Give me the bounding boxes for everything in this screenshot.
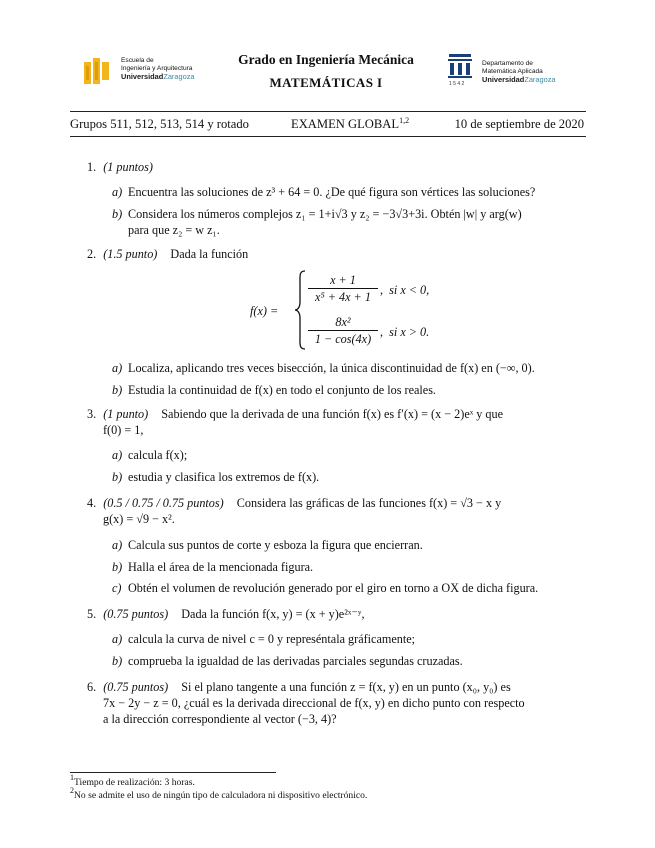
q2-item-b: b) Estudia la continuidad de f(x) en todo el conjunto de los reales. <box>112 383 436 397</box>
fraction-1: $\frac{x + 1}{\text{x⁵ + 4x + 1}}$ <box>308 272 378 305</box>
footnote-2: $^2$No se admite el uso de ningún tipo de calculadora ni dispositivo electrónico. <box>70 786 368 801</box>
logo-university: UniversidadZaragoza <box>121 72 195 82</box>
logo-text-2: Ingeniería y Arquitectura <box>121 65 193 73</box>
q1-item-b: b) Considera los números complejos z₁ = 1+i√3 y z₂ = −3√3+3i. Obtén |w| y arg(w) <box>112 207 522 221</box>
question-3: 3. (1 punto) Sabiendo que la derivada de una función f(x) es f′(x) = (x − 2)eˣ y que <box>87 407 504 421</box>
q1-item-b-cont: para que z₂ = w z₁. <box>128 223 220 237</box>
cond-2: , si x > 0. <box>380 325 430 339</box>
q5-item-b: b) comprueba la igualdad de las derivadas parciales segundas cruzadas. <box>112 654 463 668</box>
dept-text-1: Departamento de <box>482 60 533 67</box>
question-3-cont: f(0) = 1, <box>103 423 144 437</box>
question-number: 1. <box>87 160 97 174</box>
eina-logo-icon <box>82 56 114 88</box>
footnote-rule <box>70 772 276 773</box>
right-logo <box>446 52 586 92</box>
logo-year: 1 5 4 2 <box>449 81 465 87</box>
cond-1: , si x < 0, <box>380 283 430 297</box>
q3-item-b: b) estudia y clasifica los extremos de f(x). <box>112 470 320 484</box>
groups-label: Grupos 511, 512, 513, 514 y rotado <box>70 117 249 131</box>
question-points: (1 puntos) <box>103 160 153 174</box>
formula-lhs: f(x) = <box>250 304 279 318</box>
q3-item-a: a) calcula f(x); <box>112 448 188 462</box>
page-title: Grado en Ingeniería Mecánica <box>238 52 414 67</box>
q4-item-a: a) Calcula sus puntos de corte y esboza la figura que encierran. <box>112 538 423 552</box>
exam-label: EXAMEN GLOBAL$^{1,2}$ <box>291 116 410 131</box>
page-subtitle: MATEMÁTICAS I <box>269 75 383 90</box>
question-2: 2. (1.5 punto) Dada la función <box>87 247 249 261</box>
left-brace-icon <box>294 270 306 350</box>
dept-university: UniversidadZaragoza <box>482 75 556 85</box>
header-rule-bottom <box>70 136 586 137</box>
q1-item-a: a) Encuentra las soluciones de z³ + 64 = 0. ¿De qué figura son vértices las soluciones? <box>112 185 536 199</box>
question-1 <box>87 159 587 175</box>
logo-text-1: Escuela de <box>121 57 154 64</box>
q5-item-a: a) calcula la curva de nivel c = 0 y represéntala gráficamente; <box>112 632 416 646</box>
question-5: 5. (0.75 puntos) Dada la función f(x, y) = (x + y)e²ˣ⁻ʸ, <box>87 607 365 621</box>
piecewise-formula <box>250 270 510 352</box>
q4-item-c: c) Obtén el volumen de revolución generado por el giro en torno a OX de dicha figura. <box>112 581 539 595</box>
question-6-cont-1: 7x − 2y − z = 0, ¿cuál es la derivada direccional de f(x, y) en dicho punto con respecto <box>103 696 525 710</box>
q2-item-a: a) Localiza, aplicando tres veces bisección, la única discontinuidad de f(x) en (−∞, 0). <box>112 361 535 375</box>
footnote-1: $^1$Tiempo de realización: 3 horas. <box>70 773 195 788</box>
dept-text-2: Matemática Aplicada <box>482 68 543 76</box>
exam-date: 10 de septiembre de 2020 <box>454 117 584 131</box>
header-rule-top <box>70 111 586 112</box>
fraction-2: $\frac{\text{8x²}}{1 - \cos(4x)}$ <box>308 314 378 347</box>
question-6: 6. (0.75 puntos) Si el plano tangente a una función z = f(x, y) en un punto (x₀, y₀) es <box>87 680 511 694</box>
question-4-cont: g(x) = √9 − x². <box>103 512 175 526</box>
question-6-cont-2: a la dirección correspondiente al vector (−3, 4)? <box>103 712 337 726</box>
university-shield-icon <box>446 52 474 82</box>
q4-item-b: b) Halla el área de la mencionada figura. <box>112 560 314 574</box>
question-4: 4. (0.5 / 0.75 / 0.75 puntos) Considera las gráficas de las funciones f(x) = √3 − x y <box>87 496 502 510</box>
